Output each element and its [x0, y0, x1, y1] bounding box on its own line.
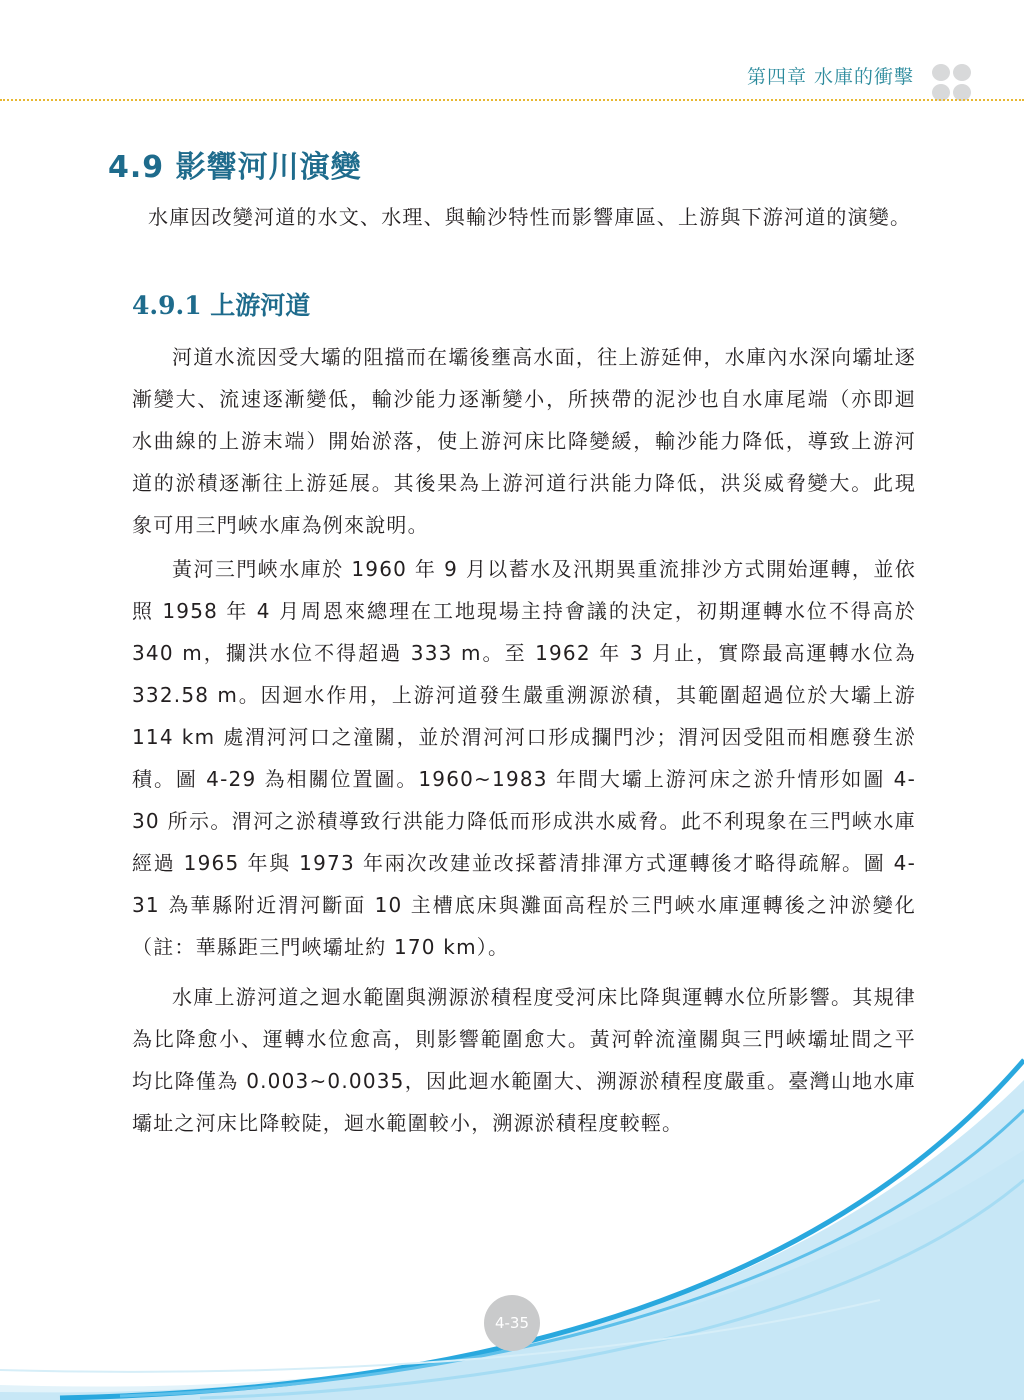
body-paragraph-2: 黃河三門峽水庫於 1960 年 9 月以蓄水及汛期異重流排沙方式開始運轉，並依照 1958 年 4 月周恩來總理在工地現場主持會議的決定，初期運轉水位不得高於 340 m，攔洪水位不得超過 333 m。至 1962 年 3 月止，實際最高運轉水位為 332.58 m。因迴水作用，上游河道發生嚴重溯源淤積，其範圍超過位於大壩上游 114 km 處渭河河口之潼關，並於渭河河口形成攔門沙；渭河因受阻而相應發生淤積。圖 4-29 為相關位置圖。1960~1983 年間大壩上游河床之淤升情形如圖 4-30 所示。渭河之淤積導致行洪能力降低而形成洪水威脅。此不利現象在三門峽水庫經過 1965 年與 1973 年兩次改建並改採蓄清排渾方式運轉後才略得疏解。圖 4-31 為華縣附近渭河斷面 10 主槽底床與灘面高程於三門峽水庫運轉後之沖淤變化（註：華縣距三門峽壩址約 170 km）。 — [132, 557, 916, 959]
page-number-badge: 4-35 — [484, 1295, 540, 1351]
wave-mid-band — [0, 1080, 1024, 1400]
body-paragraph-3: 水庫上游河道之迴水範圍與溯源淤積程度受河床比降與運轉水位所影響。其規律為比降愈小、運轉水位愈高，則影響範圍愈大。黃河幹流潼關與三門峽壩址間之平均比降僅為 0.003~0.0035，因此迴水範圍大、溯源淤積程度嚴重。臺灣山地水庫壩址之河床比降較陡，迴水範圍較小，溯源淤積程度較輕。 — [132, 985, 916, 1135]
subsection-title: 4.9.1 上游河道 — [132, 291, 311, 320]
section-title: 4.9 影響河川演變 — [108, 150, 362, 185]
body-paragraph-1: 河道水流因受大壩的阻擋而在壩後壅高水面，往上游延伸，水庫內水深向壩址逐漸變大、流速逐漸變低，輸沙能力逐漸變小，所挾帶的泥沙也自水庫尾端（亦即迴水曲線的上游末端）開始淤落，使上游河床比降變緩，輸沙能力降低，導致上游河道的淤積逐漸往上游延展。其後果為上游河道行洪能力降低，洪災威脅變大。此現象可用三門峽水庫為例來說明。 — [132, 345, 916, 537]
chapter-header-title: 第四章 水庫的衝擊 — [746, 66, 914, 88]
section-intro-paragraph: 水庫因改變河道的水文、水理、與輸沙特性而影響庫區、上游與下游河道的演變。 — [148, 205, 912, 229]
